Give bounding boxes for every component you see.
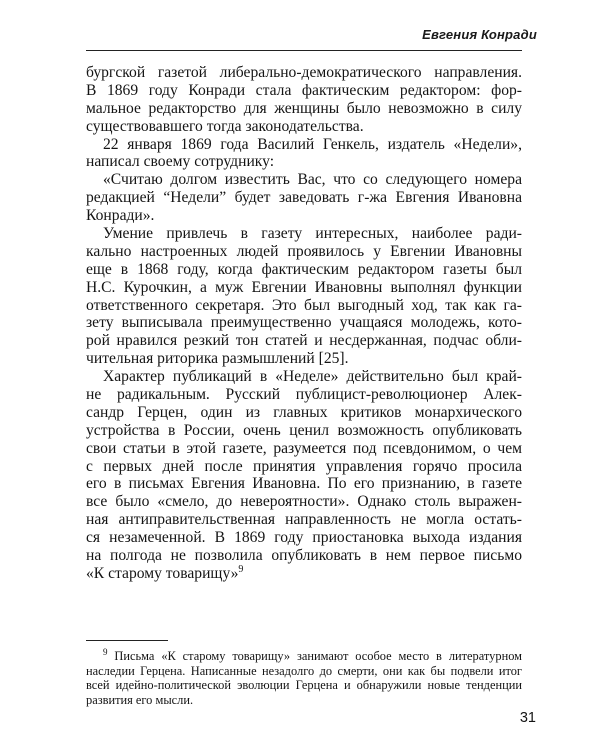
text-line: 22 января 1869 года Василий Генкель, издатель «Недели», [103, 135, 522, 153]
running-head: Евгения Конради [422, 27, 537, 42]
text-line: его в письмах Евгения Ивановна. По его признанию, в газете [86, 475, 522, 493]
text-line: зету выписывала преимущественно учащаяся молодежь, кото- [86, 314, 522, 332]
footnote-line: развития его мысли. [86, 692, 194, 707]
text-line-content: «К старому товарищу» [86, 564, 239, 582]
header-rule [86, 50, 522, 51]
page-number: 31 [519, 710, 536, 726]
text-line: ная антиправительственная направленность не могла остать- [86, 511, 522, 529]
body-text [86, 64, 522, 583]
footnote-number: 9 [103, 646, 108, 657]
text-line: Н.С. Курочкин, а муж Евгении Ивановны выполнял функции [86, 278, 522, 296]
text-line: с первых дней после принятия управления горячо просила [86, 457, 522, 475]
text-line: кально настроенных людей проявилось у Евгении Ивановны [86, 242, 522, 260]
footnote-line [86, 646, 522, 664]
text-line: «Считаю долгом известить Вас, что со следующего номера [103, 171, 522, 189]
text-line: Умение привлечь в газету интересных, наиболее ради- [103, 225, 522, 243]
text-line: все было «смело, до невероятности». Однако столь выражен- [86, 493, 522, 511]
footnote-reference[interactable]: 9 [238, 563, 244, 575]
text-line: мальное редакторство для женщины было невозможно в силу [86, 99, 522, 117]
text-line: еще в 1868 году, когда фактическим редактором газеты был [86, 260, 522, 278]
text-line: В 1869 году Конради стала фактическим редактором: фор- [86, 81, 522, 99]
footnote-line-text: Письма «К старому товарищу» занимают особое место в литературном [114, 649, 522, 663]
text-line: на полгода не позволила опубликовать в нем первое письмо [86, 547, 522, 565]
text-line: не радикальным. Русский публицист-революционер Алек- [86, 386, 522, 404]
text-line: ся незамеченной. В 1869 году приостановка выхода издания [86, 529, 522, 547]
text-line: ответственного секретаря. Это был выгодный ход, так как га- [86, 296, 522, 314]
text-line: существовавшего тогда законодательства. [86, 117, 364, 135]
text-line: Характер публикаций в «Неделе» действительно был край- [103, 368, 522, 386]
text-line: бургской газетой либерально-демократического направления. [86, 64, 522, 81]
text-line: устройства в России, очень ценил возможность опубликовать [86, 421, 522, 439]
text-line: чительная риторика размышлений [25]. [86, 350, 349, 368]
text-line: сандр Герцен, один из главных критиков монархического [86, 403, 522, 421]
text-line: рой нравился резкий тон статей и несдержанная, подчас обли- [86, 332, 522, 350]
text-line: редакцией “Недели” будет заведовать г-жа Евгения Ивановна [86, 189, 522, 207]
text-line: свои статьи в этой газете, разумеется под псевдонимом, о чем [86, 439, 522, 457]
text-line: написал своему сотруднику: [86, 153, 275, 171]
text-line-last [86, 565, 522, 583]
footnote-line: наследии Герцена. Написанные незадолго до смерти, они как бы подвели итог [86, 663, 522, 678]
footnote-line: всей идейно-политической эволюции Герцена и обнаружили новые тенденции [86, 678, 522, 693]
footnote-rule [86, 640, 168, 641]
footnote [86, 646, 522, 707]
text-line: Конради». [86, 207, 155, 225]
